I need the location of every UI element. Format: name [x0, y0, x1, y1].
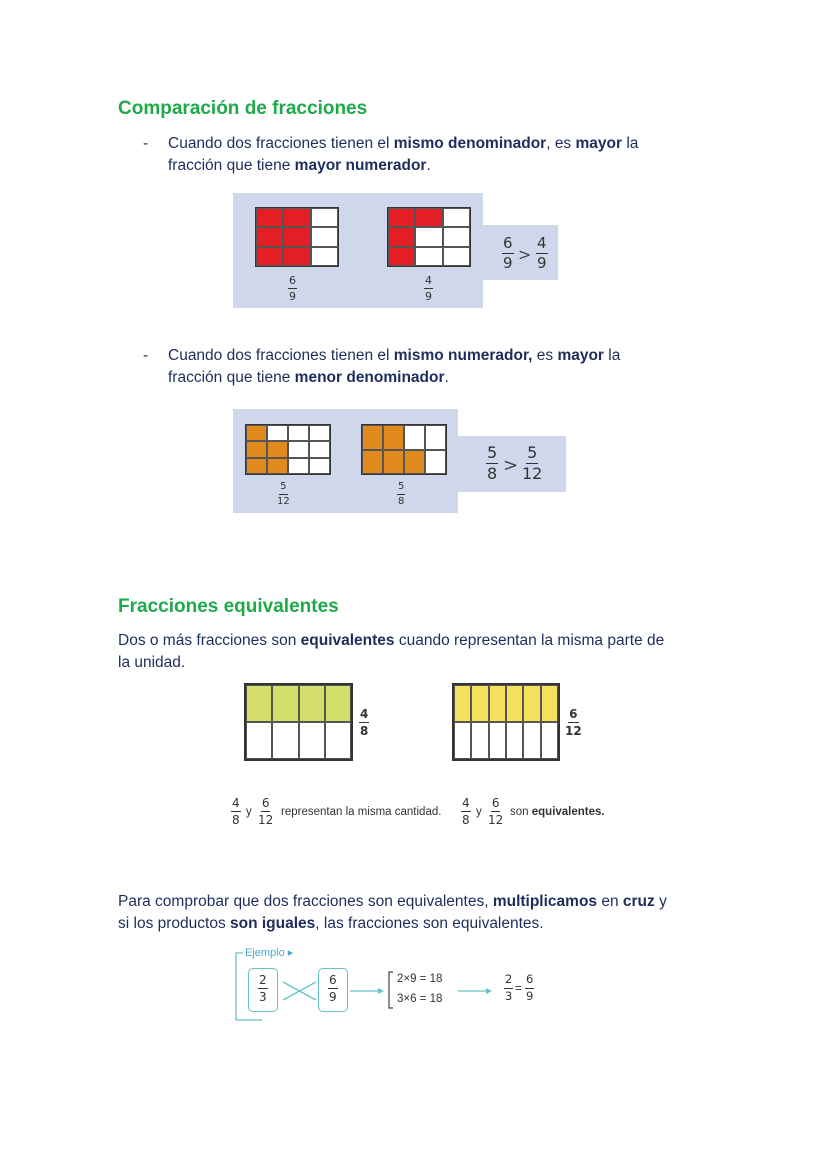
fraction-label: $\frac{5}{8}$ [398, 481, 405, 507]
result-fraction-2: $\frac{6}{9}$ [526, 972, 534, 1003]
grid-cell [443, 247, 470, 266]
fraction-label: $\frac{4}{8}$ [360, 707, 369, 738]
grid-cell [246, 458, 267, 474]
grid-cell [443, 208, 470, 227]
fraction-label: $\frac{5}{12}$ [277, 481, 290, 507]
section-title-equivalent: Fracciones equivalentes [118, 596, 339, 617]
grid-cell [246, 425, 267, 441]
grid-cell [489, 722, 506, 759]
grid-cell [523, 722, 540, 759]
fraction-grid-4-8 [244, 683, 353, 761]
grid-cell [283, 227, 310, 246]
grid-cell [256, 227, 283, 246]
grid-cell [299, 722, 325, 759]
grid-cell [256, 208, 283, 227]
conjunction: y [246, 806, 252, 818]
equivalent-definition: Dos o más fracciones son equivalentes cuando representan la misma parte de la unidad. [118, 632, 665, 671]
grid-cell [309, 458, 330, 474]
greater-than-sign: > [503, 455, 519, 476]
grid-cell [404, 450, 425, 475]
fraction: $\frac{6}{12}$ [258, 796, 274, 827]
grid-cell [288, 458, 309, 474]
grid-cell [506, 722, 523, 759]
grid-cell [311, 247, 338, 266]
grid-cell [256, 247, 283, 266]
grid-cell [443, 227, 470, 246]
grid-cell [311, 208, 338, 227]
grid-cell [404, 425, 425, 450]
fraction-grid-4-9 [387, 207, 471, 267]
grid-cell [246, 722, 272, 759]
grid-cell [246, 441, 267, 457]
bullet: - [143, 347, 149, 364]
grid-cell [325, 685, 351, 722]
product-1: 2×9 = 18 [397, 973, 443, 985]
compare-left-fraction: $\frac{6}{9}$ [503, 234, 513, 272]
conjunction: y [476, 806, 482, 818]
section-title-comparison: Comparación de fracciones [118, 98, 368, 119]
grid-cell [288, 425, 309, 441]
grid-cell [425, 450, 446, 475]
grid-cell [415, 208, 442, 227]
rule-same-numerator: Cuando dos fracciones tienen el mismo numerador, es mayor la fracción que tiene menor denominador. [168, 347, 621, 386]
grid-cell [246, 685, 272, 722]
cross-multiplication-rule: Para comprobar que dos fracciones son equivalentes, multiplicamos en cruz y si los productos son iguales, las fracciones son equivalentes. [118, 893, 667, 932]
equals-sign: = [515, 983, 522, 995]
product-2: 3×6 = 18 [397, 993, 443, 1005]
grid-cell [383, 425, 404, 450]
grid-cell [311, 227, 338, 246]
fraction: $\frac{4}{8}$ [232, 796, 240, 827]
example-fraction-2: $\frac{6}{9}$ [329, 973, 337, 1004]
grid-cell [309, 425, 330, 441]
grid-cell [541, 722, 558, 759]
grid-cell [362, 425, 383, 450]
grid-cell [388, 208, 415, 227]
fraction-label: $\frac{4}{9}$ [425, 274, 432, 303]
grid-cell [454, 722, 471, 759]
grid-cell [267, 441, 288, 457]
fraction: $\frac{4}{8}$ [462, 796, 470, 827]
fraction-grid-5-8 [361, 424, 447, 475]
result-fraction-1: $\frac{2}{3}$ [505, 972, 513, 1003]
grid-cell [388, 247, 415, 266]
statement-text: representan la misma cantidad. [281, 806, 442, 818]
grid-cell [415, 247, 442, 266]
compare-right-fraction: $\frac{4}{9}$ [537, 234, 547, 272]
fraction: $\frac{6}{12}$ [488, 796, 504, 827]
compare-left-fraction: $\frac{5}{8}$ [487, 443, 498, 483]
fraction-label: $\frac{6}{9}$ [289, 274, 296, 303]
grid-cell [471, 685, 488, 722]
fraction-label: $\frac{6}{12}$ [565, 707, 582, 738]
grid-cell [283, 208, 310, 227]
grid-cell [309, 441, 330, 457]
grid-cell [272, 685, 298, 722]
grid-cell [454, 685, 471, 722]
statement-text: son equivalentes. [510, 806, 605, 818]
grid-cell [267, 425, 288, 441]
compare-right-fraction: $\frac{5}{12}$ [522, 443, 543, 483]
grid-cell [288, 441, 309, 457]
grid-cell [272, 722, 298, 759]
grid-cell [362, 450, 383, 475]
grid-cell [541, 685, 558, 722]
grid-cell [267, 458, 288, 474]
fraction-grid-6-12 [452, 683, 560, 761]
greater-than-sign: > [518, 245, 532, 264]
bullet: - [143, 135, 149, 152]
grid-cell [383, 450, 404, 475]
grid-cell [471, 722, 488, 759]
example-fraction-1: $\frac{2}{3}$ [259, 973, 267, 1004]
grid-cell [425, 425, 446, 450]
grid-cell [388, 227, 415, 246]
rule-same-denominator: Cuando dos fracciones tienen el mismo denominador, es mayor la fracción que tiene mayor numerador. [168, 135, 639, 174]
grid-cell [283, 247, 310, 266]
grid-cell [415, 227, 442, 246]
grid-cell [506, 685, 523, 722]
fraction-grid-6-9 [255, 207, 339, 267]
grid-cell [523, 685, 540, 722]
fraction-grid-5-12 [245, 424, 331, 475]
example-label: Ejemplo ▸ [245, 947, 294, 959]
grid-cell [325, 722, 351, 759]
grid-cell [299, 685, 325, 722]
grid-cell [489, 685, 506, 722]
